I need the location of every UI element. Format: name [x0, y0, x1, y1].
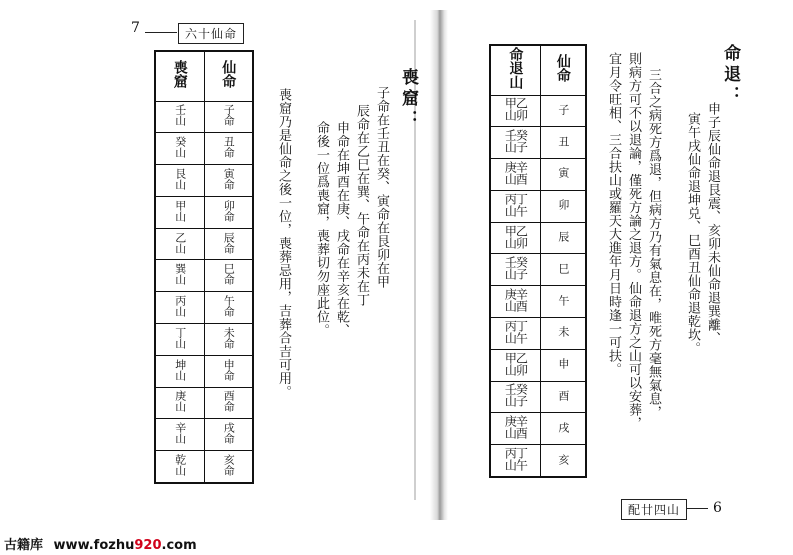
right-table-header-cell: [540, 45, 586, 95]
left-table-row: [155, 260, 253, 292]
right-table-cell: [540, 413, 586, 445]
left-table-row: [155, 196, 253, 228]
left-table-header-text: 喪窟: [171, 60, 188, 89]
right-table-cell: [490, 95, 540, 127]
right-table-cell-text: 亥: [556, 453, 570, 465]
site-url-number[interactable]: 920: [134, 538, 162, 553]
left-table-cell-text: 甲山: [173, 199, 187, 222]
left-table-cell: [155, 196, 204, 228]
left-table-cell-text: 壬山: [173, 104, 187, 127]
left-table-cell-text: 亥命: [222, 454, 236, 477]
right-table-row: [490, 445, 586, 477]
left-table-cell-text: 辛山: [173, 422, 187, 445]
left-table-cell: [204, 292, 253, 324]
right-table-cell-text: 未: [556, 326, 570, 338]
site-url-suffix[interactable]: .com: [161, 538, 197, 553]
right-table-cell-text: 癸子壬山: [503, 256, 529, 281]
right-table-row: [490, 222, 586, 254]
left-table-cell: [155, 419, 204, 451]
right-table-cell: [490, 159, 540, 191]
left-table-cell-text: 未命: [222, 326, 236, 349]
left-table-cell-text: 戌命: [222, 422, 236, 445]
right-table-cell-text: 辰: [556, 231, 570, 243]
right-table-row: [490, 159, 586, 191]
left-table-cell: [204, 260, 253, 292]
left-table-cell-text: 庚山: [173, 390, 187, 413]
left-table-cell-text: 丁山: [173, 326, 187, 349]
right-table-cell: [490, 254, 540, 286]
right-table-cell-text: 巳: [556, 262, 570, 274]
right-table-cell-text: 辛酉庚山: [503, 160, 529, 185]
right-table-cell: [540, 190, 586, 222]
left-table-cell-text: 丑命: [222, 136, 236, 159]
left-table-cell: [204, 323, 253, 355]
right-table-cell: [490, 381, 540, 413]
left-table-header-row: [155, 51, 253, 101]
right-table-cell: [540, 317, 586, 349]
site-url-prefix[interactable]: www.fozhu: [53, 538, 135, 553]
left-table-cell: [155, 451, 204, 483]
right-table-cell: [490, 190, 540, 222]
right-table-header-text: 仙命: [554, 54, 571, 83]
left-table-cell: [204, 165, 253, 197]
left-table-header-cell: [155, 51, 204, 101]
left-table-cell: [204, 133, 253, 165]
right-table-cell-text: 丁午丙山: [503, 319, 529, 344]
left-table-row: [155, 165, 253, 197]
right-table-row: [490, 381, 586, 413]
right-table-row: [490, 127, 586, 159]
right-table-cell-text: 午: [556, 294, 570, 306]
left-table-row: [155, 387, 253, 419]
right-table-cell-text: 申: [556, 358, 570, 370]
right-table-cell-text: 酉: [556, 389, 570, 401]
right-page-number: 6: [713, 500, 722, 516]
right-table-cell-text: 子: [556, 103, 570, 115]
left-table-cell: [204, 451, 253, 483]
book-spine: [430, 10, 448, 520]
right-table-row: [490, 95, 586, 127]
right-table-cell-text: 乙卯甲山: [503, 224, 529, 249]
left-table-cell: [155, 387, 204, 419]
right-table-cell-text: 卯: [556, 199, 570, 211]
right-table-cell: [490, 349, 540, 381]
right-header-rule: [686, 508, 708, 509]
left-page-number: 7: [131, 20, 140, 36]
right-table-row: [490, 254, 586, 286]
left-table-cell: [155, 355, 204, 387]
left-table-row: [155, 133, 253, 165]
right-table-cell: [540, 286, 586, 318]
right-table-row: [490, 317, 586, 349]
left-table-cell: [204, 196, 253, 228]
left-table-cell-text: 午命: [222, 295, 236, 318]
left-header-rule: [145, 32, 177, 33]
left-body-line-1: 子命在壬丑在癸、寅命在艮卯在甲: [374, 86, 389, 289]
left-table-cell: [155, 292, 204, 324]
right-table-cell: [540, 127, 586, 159]
right-body-line-1: 申子辰仙命退艮震、亥卯未仙命退巽離、: [705, 102, 720, 345]
right-table-cell: [490, 413, 540, 445]
left-table-cell: [155, 133, 204, 165]
left-table-cell: [204, 355, 253, 387]
right-table-cell: [490, 286, 540, 318]
right-table-cell-text: 辛酉庚山: [503, 415, 529, 440]
right-table-cell-text: 戌: [556, 421, 570, 433]
right-table-cell: [490, 445, 540, 477]
right-table-cell-text: 丁午丙山: [503, 447, 529, 472]
right-table-row: [490, 413, 586, 445]
right-table-cell: [540, 95, 586, 127]
left-table-row: [155, 292, 253, 324]
left-table-cell-text: 坤山: [173, 358, 187, 381]
site-watermark: [0, 530, 793, 555]
right-table-cell-text: 癸子壬山: [503, 383, 529, 408]
right-para-line-3: 宜月令旺相、三合扶山或羅天大進年月日時逢一可扶。: [606, 52, 621, 376]
right-fate-table: [489, 44, 587, 478]
left-fate-table: [154, 50, 254, 484]
right-table-row: [490, 190, 586, 222]
left-body-line-3: 申命在坤酉在庚、戌命在辛亥在乾、: [334, 121, 349, 337]
left-table-cell: [155, 323, 204, 355]
right-table-cell-text: 寅: [556, 167, 570, 179]
left-body-line-4: 命後一位爲喪窟，喪葬切勿座此位。: [314, 121, 329, 337]
left-section-title: 喪窟：: [398, 68, 418, 131]
right-para-line-2: 則病方可不以退論，僅死方論之退方。仙命退方之山可以安葬，: [626, 52, 641, 430]
left-table-header-cell: [204, 51, 253, 101]
right-table-row: [490, 286, 586, 318]
left-note: 喪窟乃是仙命之後一位，喪葬忌用，吉葬合吉可用。: [276, 88, 291, 399]
left-table-cell-text: 巽山: [173, 263, 187, 286]
right-para-line-1: 三合之病死方爲退，但病方乃有氣息在，唯死方毫無氣息，: [646, 68, 661, 419]
right-running-header: 配廿四山: [621, 499, 687, 520]
right-table-cell-text: 丑: [556, 135, 570, 147]
left-table-cell: [155, 165, 204, 197]
right-table-cell: [490, 127, 540, 159]
right-table-header-row: [490, 45, 586, 95]
right-table-cell: [540, 159, 586, 191]
left-table-row: [155, 355, 253, 387]
right-table-cell: [490, 222, 540, 254]
right-table-cell: [540, 254, 586, 286]
right-table-row: [490, 349, 586, 381]
left-table-cell-text: 巳命: [222, 263, 236, 286]
right-table-cell-text: 丁午丙山: [503, 192, 529, 217]
right-table-cell: [540, 381, 586, 413]
left-table-cell-text: 辰命: [222, 231, 236, 254]
right-table-cell: [540, 445, 586, 477]
left-table-row: [155, 228, 253, 260]
right-table-cell-text: 乙卯甲山: [503, 351, 529, 376]
left-table-row: [155, 101, 253, 133]
left-running-header: 六十仙命: [178, 23, 244, 44]
right-table-cell: [490, 317, 540, 349]
right-table-header-text: 命退山: [507, 47, 524, 90]
right-table-cell: [540, 222, 586, 254]
left-table-row: [155, 451, 253, 483]
left-table-cell: [155, 101, 204, 133]
left-body-line-2: 辰命在乙巳在巽、午命在丙未在丁: [354, 104, 369, 307]
right-table-header-cell: [490, 45, 540, 95]
left-table-row: [155, 419, 253, 451]
left-table-cell: [204, 228, 253, 260]
left-table-cell: [155, 260, 204, 292]
right-table-cell-text: 辛酉庚山: [503, 288, 529, 313]
left-table-cell: [155, 228, 204, 260]
left-table-cell: [204, 387, 253, 419]
left-table-header-text: 仙命: [220, 60, 237, 89]
right-table-cell-text: 乙卯甲山: [503, 97, 529, 122]
left-table-cell-text: 卯命: [222, 199, 236, 222]
left-table-cell-text: 乾山: [173, 454, 187, 477]
left-table-cell: [204, 419, 253, 451]
left-table-cell-text: 寅命: [222, 167, 236, 190]
right-section-title: 命退：: [720, 44, 740, 107]
left-table-cell-text: 乙山: [173, 231, 187, 254]
left-table-cell-text: 丙山: [173, 295, 187, 318]
right-table-cell: [540, 349, 586, 381]
left-table-cell-text: 艮山: [173, 167, 187, 190]
left-table-cell-text: 申命: [222, 358, 236, 381]
right-body-line-2: 寅午戌仙命退坤兑、巳酉丑仙命退乾坎。: [685, 112, 700, 355]
left-table-row: [155, 323, 253, 355]
left-table-cell-text: 酉命: [222, 390, 236, 413]
left-table-cell: [204, 101, 253, 133]
right-table-cell-text: 癸子壬山: [503, 129, 529, 154]
left-table-cell-text: 癸山: [173, 136, 187, 159]
left-table-cell-text: 子命: [222, 104, 236, 127]
site-name: 古籍库: [4, 538, 44, 553]
